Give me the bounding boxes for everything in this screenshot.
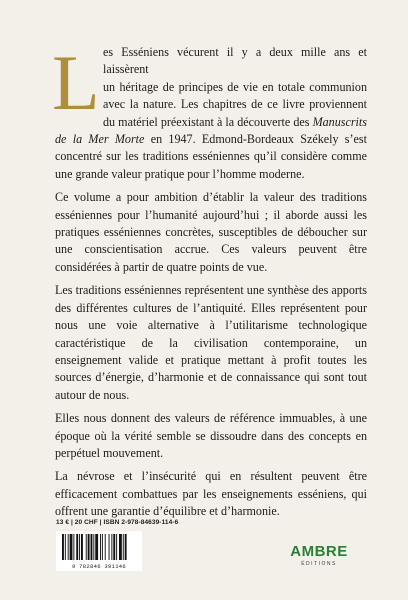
paragraph-1-rest: concentré sur les traditions esséniennes qu’il considère comme une grande valeur pratique pour l’homme moderne. (55, 149, 367, 181)
price-isbn-line: 13 € | 20 CHF | ISBN 2-978-84639-114-6 (56, 519, 179, 526)
paragraph-1-line-1: es Esséniens vécurent il y a deux mille ans et laissèrent (103, 45, 367, 77)
barcode-number: 9 782846 391146 (71, 563, 126, 570)
publisher-logo (287, 543, 351, 571)
publisher-logo-word: AMBRE (290, 543, 348, 560)
paragraph-3: Les traditions esséniennes représentent une synthèse des apports des différentes cultures de l’antiquité. Elles représentent pour nous une voie alternative à l’utilitarisme technologique caractéristique de la civilisation contemporaine, un enseignement valide et pratique mettant à profit toutes les sources d’énergie, d’harmonie et de connaissance qui sont tout autour de nous. (55, 283, 367, 402)
paragraph-1-line-4: du matériel préexistant à la découverte des Manuscrits (103, 114, 367, 129)
isbn-barcode (56, 531, 142, 571)
paragraph-1 (55, 44, 367, 183)
manuscrits-title-part1: Manuscrits (312, 114, 367, 129)
paragraph-1-line-3: avec la nature. Les chapitres de ce livre proviennent (103, 97, 367, 112)
paragraph-2: Ce volume a pour ambition d’établir la valeur des traditions esséniennes pour l’humanité aujourd’hui ; il aborde aussi les pratiques esséniennes concrètes, susceptibles de déboucher sur une conscientisation accrue. Ces valeurs peuvent être considérées à partir de quatre points de vue. (55, 190, 367, 274)
paragraph-5: La névrose et l’insécurité qui en résultent peuvent être efficacement combattues par les enseignements esséniens, qui offrent une garantie d’équilibre et d’harmonie. (55, 469, 367, 519)
publisher-logo-sub: ÉDITIONS (301, 561, 337, 567)
paragraph-1-line-5: de la Mer Morte en 1947. Edmond-Bordeaux Székely s’est (55, 132, 367, 147)
paragraph-1-line-2: un héritage de principes de vie en totale communion (103, 79, 367, 94)
blurb-text (55, 44, 367, 527)
barcode-bars (56, 531, 142, 565)
drop-cap: L (52, 39, 100, 126)
manuscrits-title-part2: de la Mer Morte (55, 132, 145, 147)
paragraph-4: Elles nous donnent des valeurs de référence immuables, à une époque où la vérité semble se dissoudre dans des concepts en perpétuel mouvement. (55, 411, 367, 460)
